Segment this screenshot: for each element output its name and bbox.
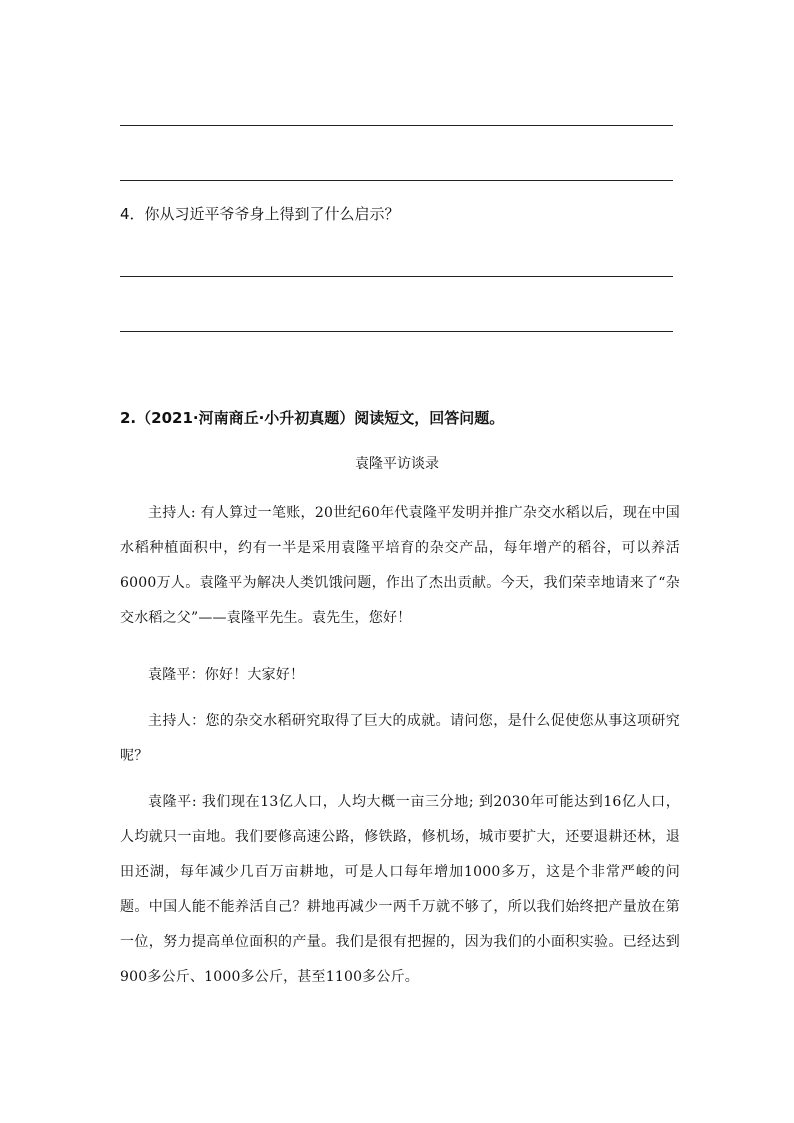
question-4: 4．你从习近平爷爷身上得到了什么启示？ <box>120 205 400 223</box>
answer-line-4 <box>120 331 673 332</box>
article-title: 袁隆平访谈录 <box>355 456 439 472</box>
article-paragraph-2: 袁隆平：你好！大家好！ <box>148 667 305 683</box>
answer-line-1 <box>120 125 673 126</box>
article-paragraph-1: 主持人: 有人算过一笔账，20世纪60年代袁隆平发明并推广杂交水稻以后，现在中国水稻种植面积中，约有一半是采用袁隆平培育的杂交产品，每年增产的稻谷，可以养活6000万人。袁隆平为解决人类饥饿问题，作出了杰出贡献。今天，我们荣幸地请来了“杂交水稻之父”——袁隆平先生。袁先生，您好！ <box>120 505 680 626</box>
article-paragraph-4: 袁隆平: 我们现在13亿人口，人均大概一亩三分地; 到2030年可能达到16亿人口，人均就只一亩地。我们要修高速公路，修铁路，修机场，城市要扩大，还要退耕还林，退田还湖，每年减少几百万亩耕地，可是人口每年增加1000多万，这是个非常严峻的问题。中国人能不能养活自己？耕地再减少一两千万就不够了，所以我们始终把产量放在第一位，努力提高单位面积的产量。我们是很有把握的，因为我们的小面积实验。已经达到900多公斤、1000多公斤，甚至1100多公斤。 <box>120 794 680 985</box>
section-2-heading: 2.（2021·河南商丘·小升初真题）阅读短文，回答问题。 <box>120 409 505 427</box>
article-paragraph-3: 主持人：您的杂交水稻研究取得了巨大的成就。请问您，是什么促使您从事这项研究呢？ <box>120 713 680 764</box>
answer-line-2 <box>120 180 673 181</box>
answer-line-3 <box>120 276 673 277</box>
